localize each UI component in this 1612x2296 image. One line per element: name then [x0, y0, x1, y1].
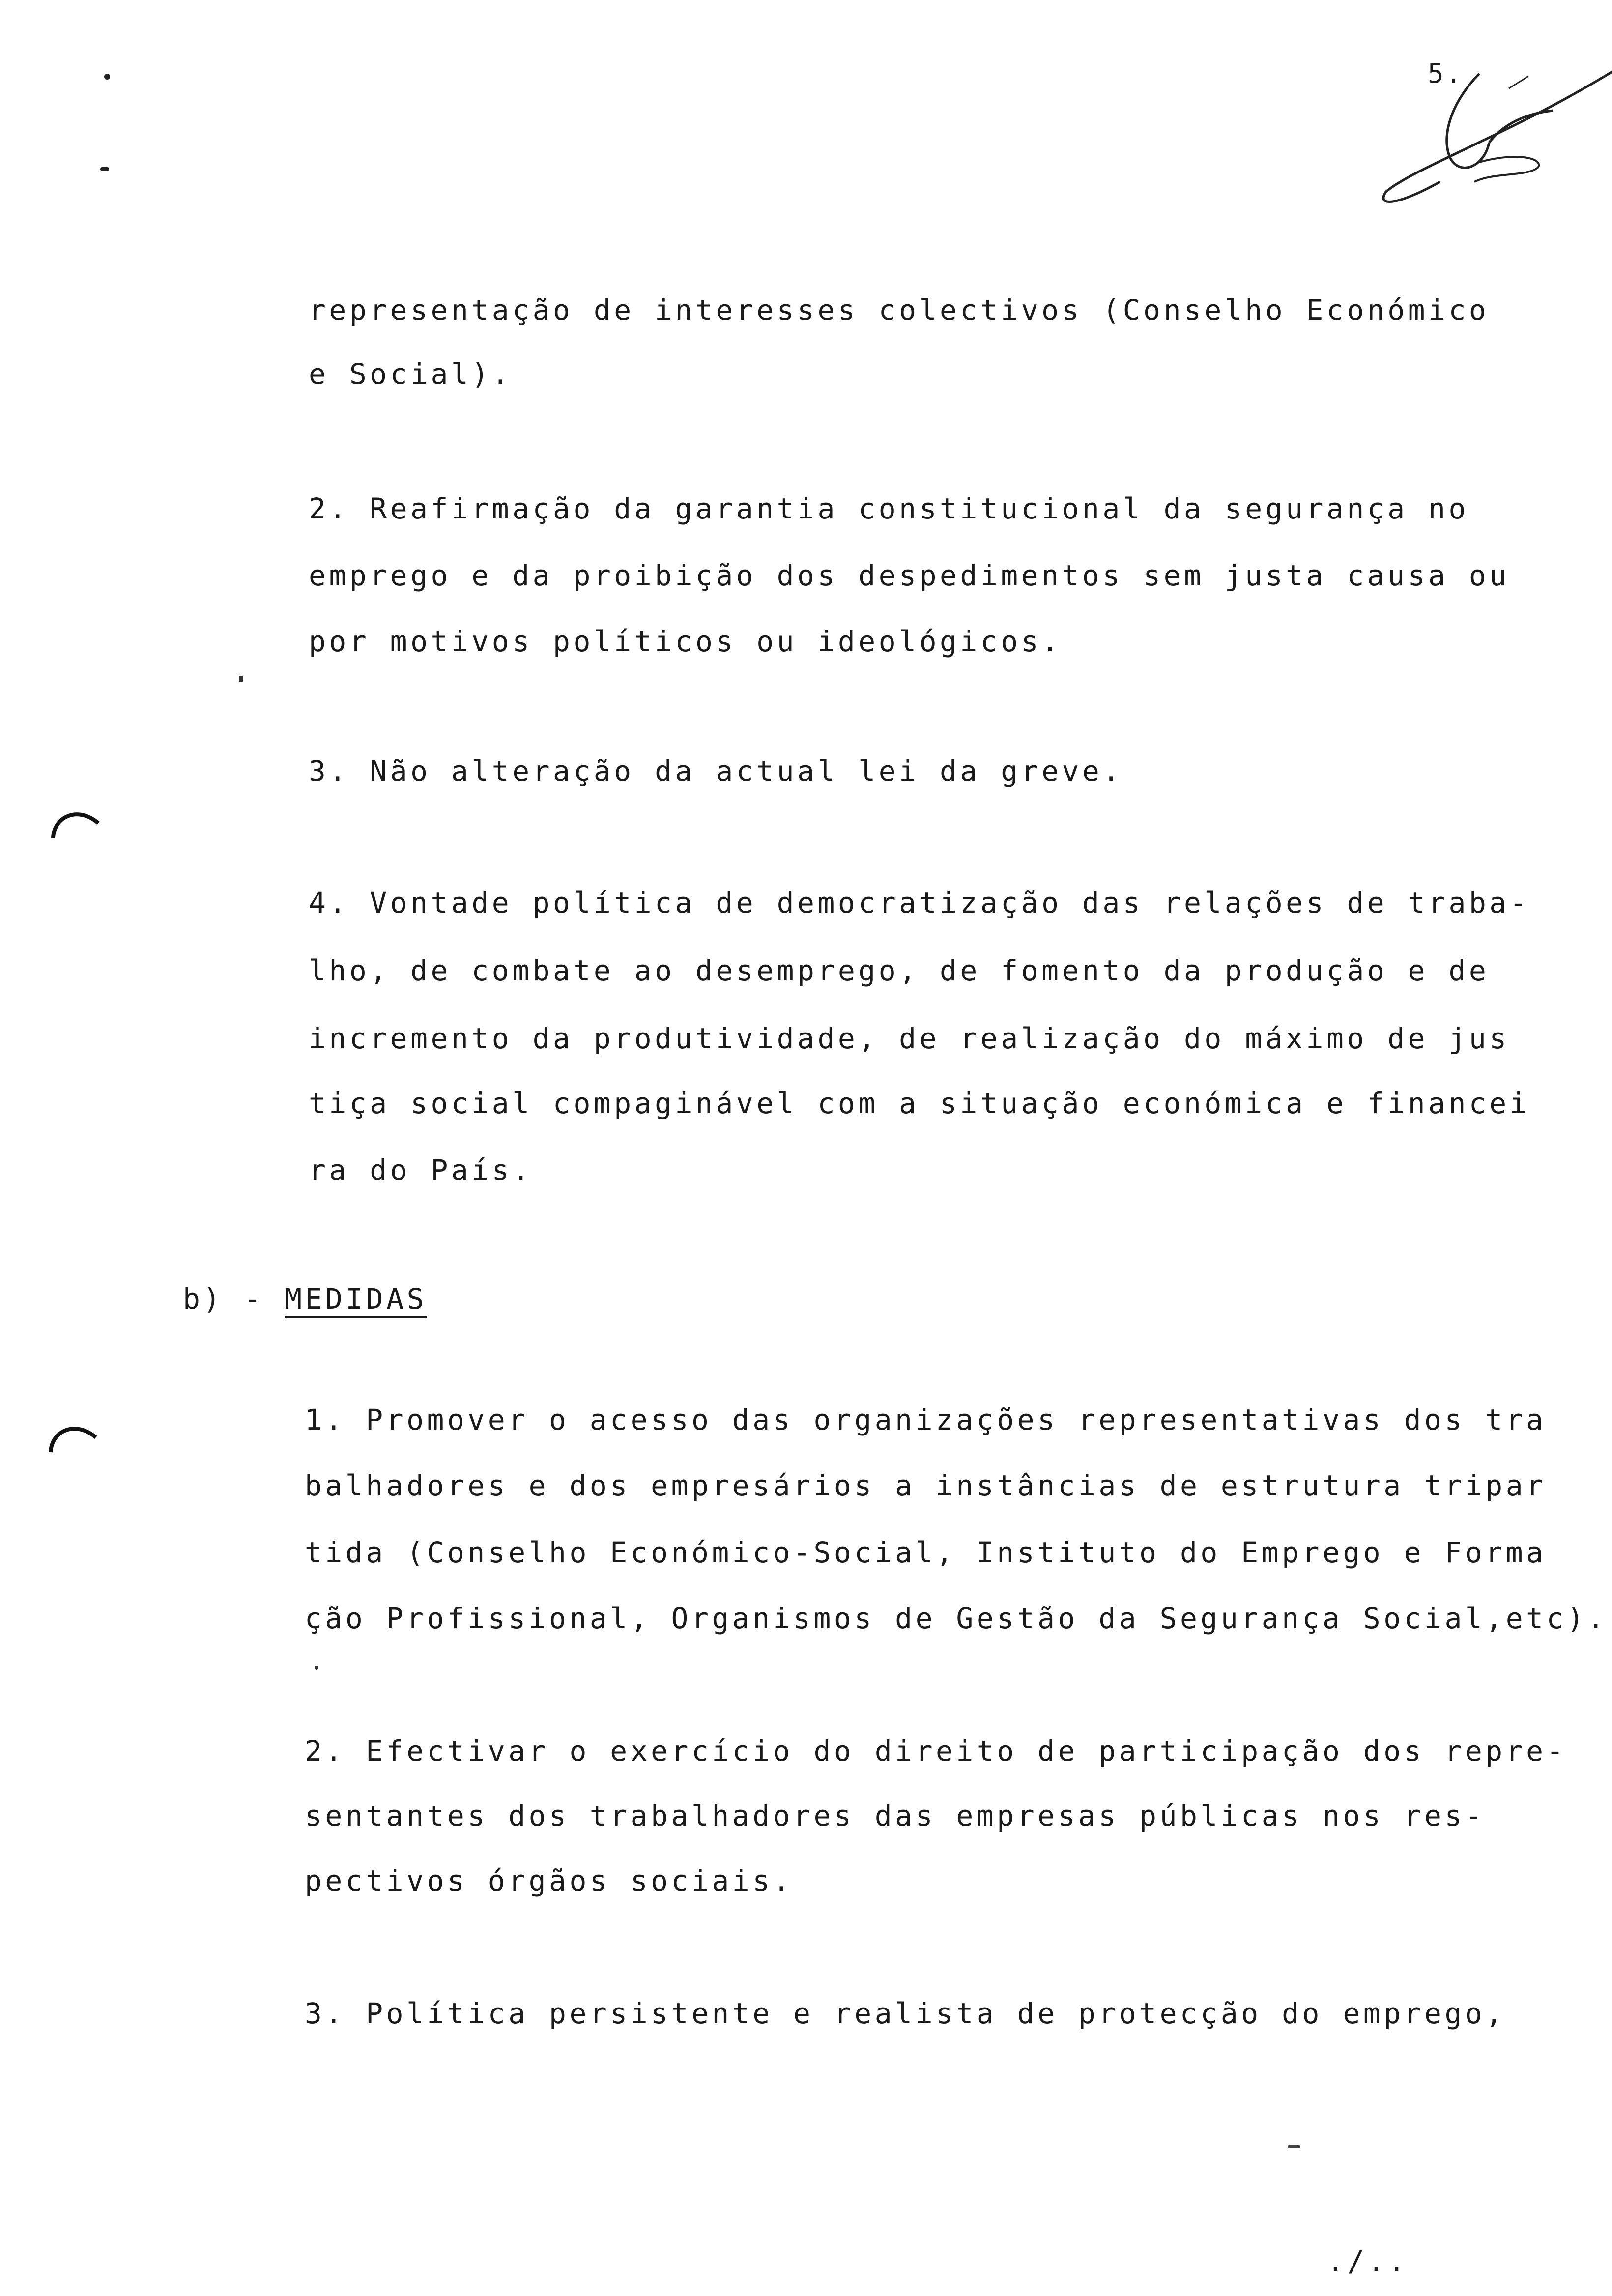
text-line: 3. Política persistente e realista de protecção do emprego,: [305, 1997, 1506, 2030]
text-line: pectivos órgãos sociais.: [305, 1864, 794, 1897]
text-line: tiça social compaginável com a situação económica e financei: [309, 1087, 1530, 1120]
text-line: representação de interesses colectivos (Conselho Económico: [309, 293, 1490, 327]
section-heading: [183, 1282, 428, 1316]
text-line: emprego e da proibição dos despedimentos sem justa causa ou: [309, 559, 1510, 592]
text-line: 3. Não alteração da actual lei da greve.: [309, 754, 1123, 788]
text-line: ção Profissional, Organismos de Gestão da Segurança Social,etc).: [305, 1602, 1608, 1635]
margin-speck: [315, 1666, 318, 1670]
text-line: tida (Conselho Económico-Social, Instituto do Emprego e Forma: [305, 1536, 1547, 1569]
text-line: incremento da produtividade, de realização do máximo de jus: [309, 1022, 1510, 1055]
text-line: 2. Efectivar o exercício do direito de participação dos repre-: [305, 1734, 1567, 1768]
margin-speck: [1288, 2145, 1300, 2148]
text-line: por motivos políticos ou ideológicos.: [309, 625, 1062, 658]
text-line: balhadores e dos empresários a instâncias de estrutura tripar: [305, 1469, 1547, 1502]
text-line: 2. Reafirmação da garantia constitucional da segurança no: [309, 492, 1469, 525]
margin-speck: [239, 676, 243, 682]
text-line: ra do País.: [309, 1153, 533, 1187]
text-line: lho, de combate ao desemprego, de fomento da produção e de: [309, 954, 1490, 987]
punch-hole-arc: [47, 1415, 101, 1455]
margin-dash: [100, 167, 109, 171]
section-prefix: b) -: [183, 1282, 285, 1316]
text-line: 4. Vontade política de democratização das relações de traba-: [309, 886, 1530, 919]
handwritten-signature: [1366, 59, 1612, 216]
text-line: sentantes dos trabalhadores das empresas públicas nos res-: [305, 1799, 1486, 1833]
margin-dot: [104, 74, 110, 80]
text-line: e Social).: [309, 357, 513, 391]
continuation-mark: ./..: [1327, 2244, 1409, 2278]
page-number: 5.: [1428, 58, 1464, 89]
section-title: MEDIDAS: [285, 1282, 428, 1316]
text-line: 1. Promover o acesso das organizações representativas dos tra: [305, 1403, 1547, 1436]
punch-hole-arc: [49, 801, 103, 840]
